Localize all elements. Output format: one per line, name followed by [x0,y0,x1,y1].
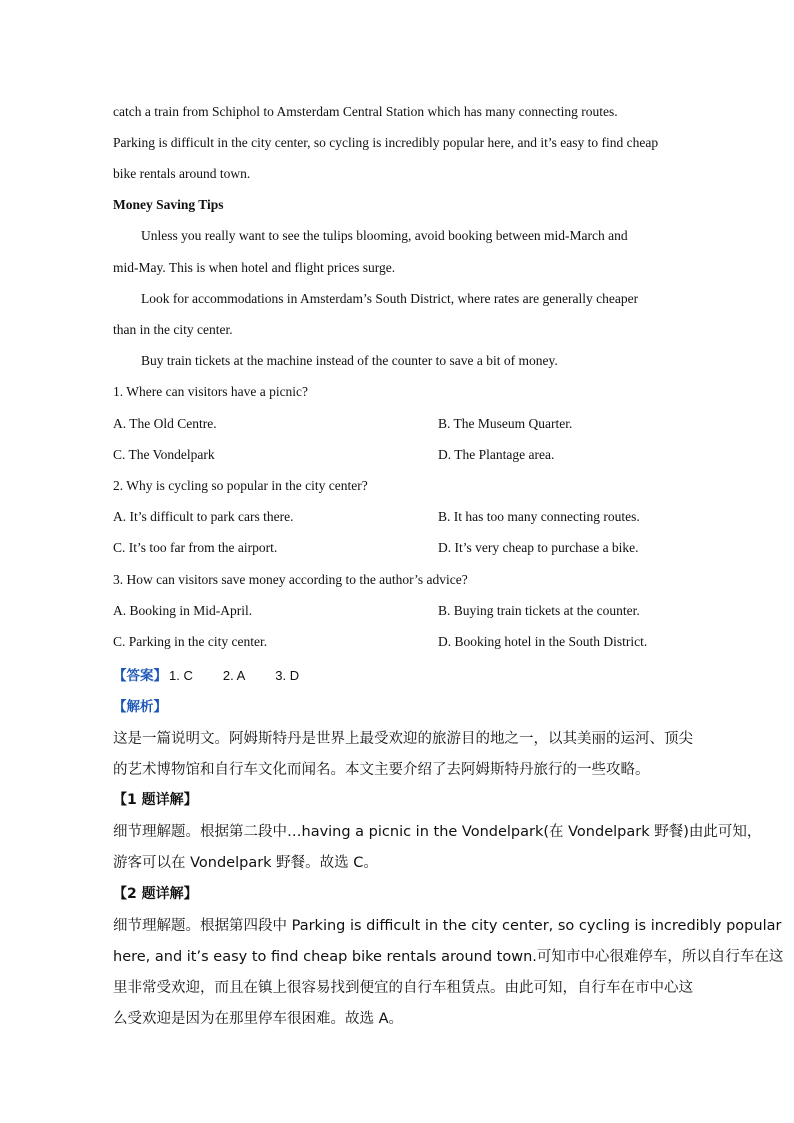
option-b: B. It has too many connecting routes. [438,509,640,524]
passage-line: Look for accommodations in Amsterdam’s South District, where rates are generally cheaper [141,291,639,306]
answer-line [113,664,299,684]
question-stem: 2. Why is cycling so popular in the city center? [113,478,368,493]
analysis-line: 细节理解题。根据第四段中 Parking is difficult in the city center, so cycling is incredibly popular [113,918,782,934]
option-c: C. Parking in the city center. [113,634,268,649]
analysis-line: 游客可以在 Vondelpark 野餐。故选 C。 [113,855,378,871]
passage-line: bike rentals around town. [113,166,251,181]
option-d: D. Booking hotel in the South District. [438,634,648,649]
answer-value: 3. D [275,668,300,683]
passage-line: Parking is difficult in the city center, so cycling is incredibly popular here, and it’s easy to find cheap [113,135,659,150]
option-c: C. It’s too far from the airport. [113,540,278,555]
question-stem: 3. How can visitors save money according to the author’s advice? [113,572,468,587]
analysis-line: 这是一篇说明文。阿姆斯特丹是世界上最受欢迎的旅游目的地之一，以其美丽的运河、顶尖 [113,731,693,747]
option-b: B. Buying train tickets at the counter. [438,603,640,618]
passage-line: mid-May. This is when hotel and flight prices surge. [113,260,396,275]
q1-detail-heading: 【1 题详解】 [113,792,198,808]
answer-label: 【答案】 [113,668,167,684]
option-c: C. The Vondelpark [113,447,215,462]
analysis-label: 【解析】 [113,699,167,715]
analysis-line: 细节理解题。根据第二段中…having a picnic in the Vondelpark(在 Vondelpark 野餐)由此可知， [113,824,762,840]
answer-value: 1. C [169,668,193,683]
option-a: A. Booking in Mid-April. [113,603,253,618]
passage-line: catch a train from Schiphol to Amsterdam Central Station which has many connecting routes. [113,104,618,119]
option-d: D. It’s very cheap to purchase a bike. [438,540,639,555]
analysis-line: 么受欢迎是因为在那里停车很困难。故选 A。 [113,1011,404,1027]
answer-value: 2. A [222,668,246,683]
section-heading: Money Saving Tips [113,197,224,212]
option-b: B. The Museum Quarter. [438,416,573,431]
option-a: A. The Old Centre. [113,416,217,431]
question-stem: 1. Where can visitors have a picnic? [113,384,309,399]
q2-detail-heading: 【2 题详解】 [113,886,198,902]
option-d: D. The Plantage area. [438,447,555,462]
analysis-line: 里非常受欢迎，而且在镇上很容易找到便宜的自行车租赁点。由此可知，自行车在市中心这 [113,980,693,996]
analysis-line: here, and it’s easy to find cheap bike rentals around town.可知市中心很难停车，所以自行车在这 [113,949,784,965]
option-a: A. It’s difficult to park cars there. [113,509,294,524]
passage-line: than in the city center. [113,322,233,337]
analysis-line: 的艺术博物馆和自行车文化而闻名。本文主要介绍了去阿姆斯特丹旅行的一些攻略。 [113,762,650,778]
passage-line: Unless you really want to see the tulips blooming, avoid booking between mid-March and [141,228,628,243]
passage-line: Buy train tickets at the machine instead of the counter to save a bit of money. [141,353,558,368]
